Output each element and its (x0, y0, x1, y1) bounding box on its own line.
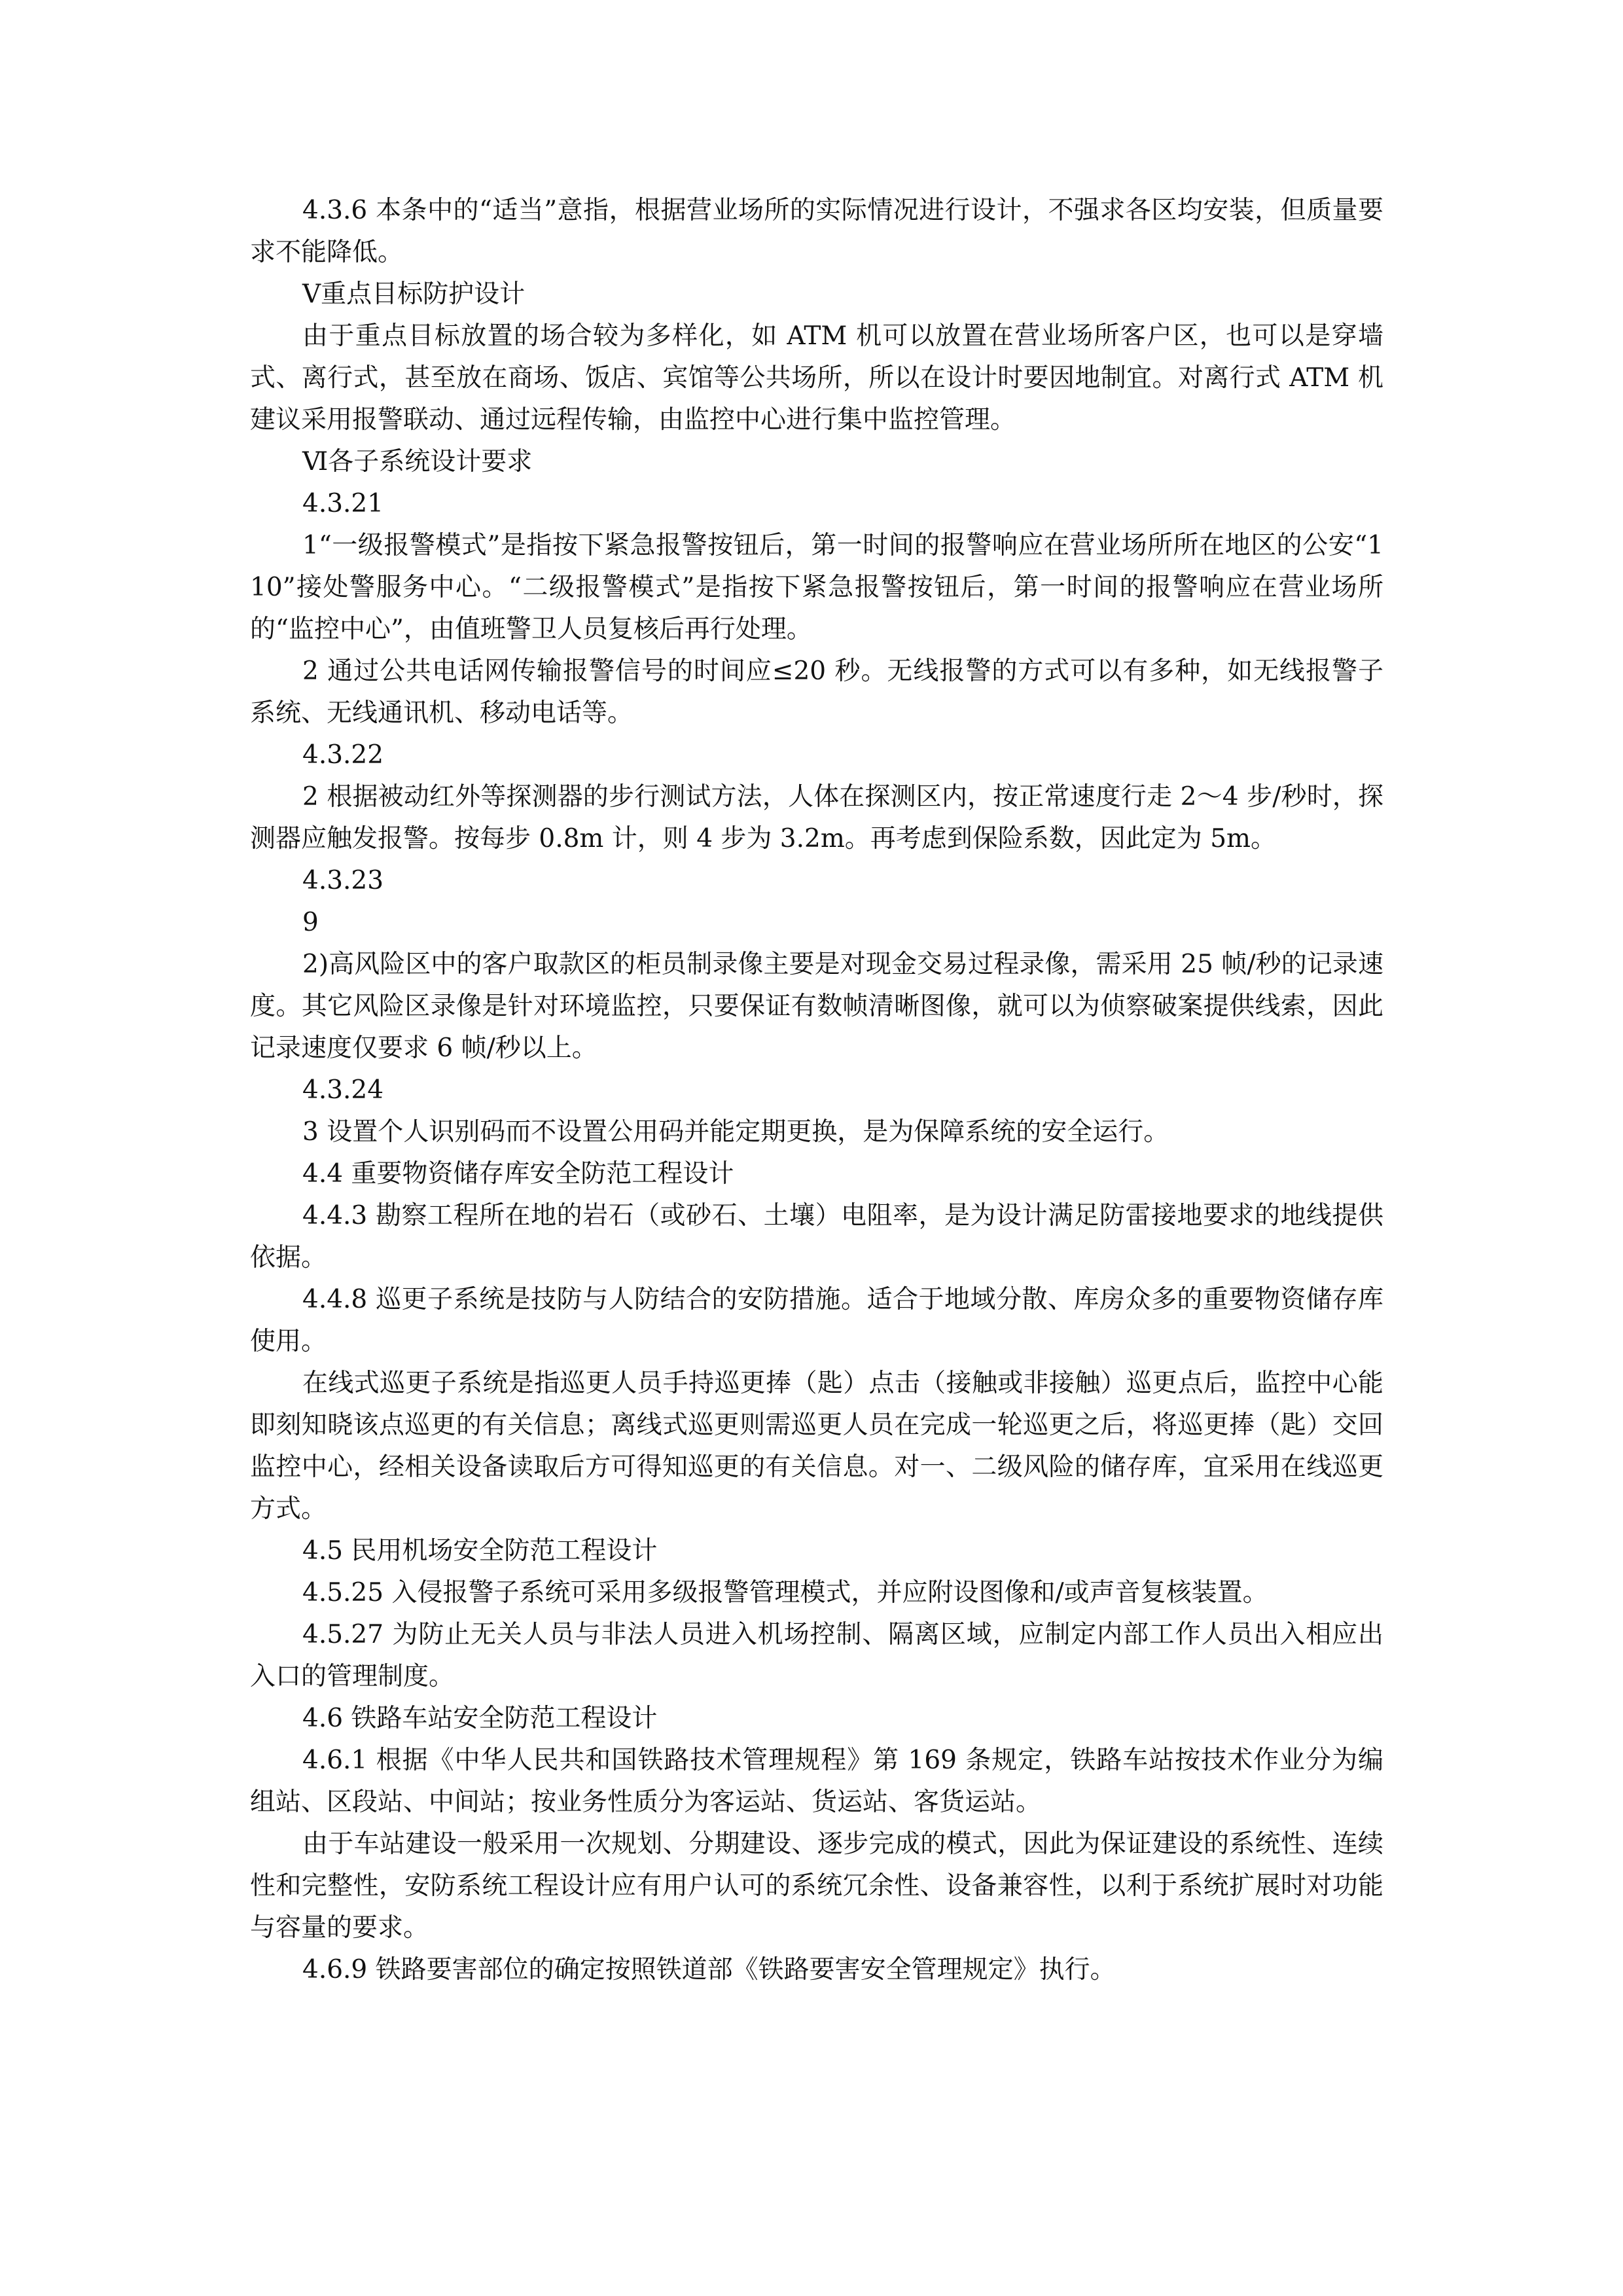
paragraph-alarm-mode: 1“一级报警模式”是指按下紧急报警按钮后，第一时间的报警响应在营业场所所在地区的公安“110”接处警服务中心。“二级报警模式”是指按下紧急报警按钮后，第一时间的报警响应在营业场所的“监控中心”，由值班警卫人员复核后再行处理。 (250, 531, 1383, 644)
paragraph-4-4-8: 4.4.8 巡更子系统是技防与人防结合的安防措施。适合于地域分散、库房众多的重要物资储存库使用。 (250, 1285, 1383, 1356)
paragraph-patrol-online: 在线式巡更子系统是指巡更人员手持巡更捧（匙）点击（接触或非接触）巡更点后，监控中心能即刻知晓该点巡更的有关信息；离线式巡更则需巡更人员在完成一轮巡更之后，将巡更捧（匙）交回监控中心，经相关设备读取后方可得知巡更的有关信息。对一、二级风险的储存库，宜采用在线巡更方式。 (250, 1369, 1383, 1524)
section-heading-v: Ⅴ重点目标防护设计 (302, 279, 526, 309)
paragraph-key-target: 由于重点目标放置的场合较为多样化，如 ATM 机可以放置在营业场所客户区，也可以是穿墙式、离行式，甚至放在商场、饭店、宾馆等公共场所，所以在设计时要因地制宜。对离行式 ATM 机建议采用报警联动、通过远程传输，由监控中心进行集中监控管理。 (250, 321, 1383, 435)
paragraph-4-3-6: 4.3.6 本条中的“适当”意指，根据营业场所的实际情况进行设计，不强求各区均安装，但质量要求不能降低。 (250, 196, 1383, 267)
section-heading-vi: Ⅵ各子系统设计要求 (302, 447, 533, 476)
paragraph-4-4-3: 4.4.3 勘察工程所在地的岩石（或砂石、土壤）电阻率，是为设计满足防雷接地要求的地线提供依据。 (250, 1201, 1383, 1272)
paragraph-phone-network: 2 通过公共电话网传输报警信号的时间应≤20 秒。无线报警的方式可以有多种，如无线报警子系统、无线通讯机、移动电话等。 (250, 656, 1383, 728)
clause-number-4-3-22: 4.3.22 (302, 740, 384, 770)
clause-number-4-3-24: 4.3.24 (302, 1075, 384, 1105)
section-heading-4-6: 4.6 铁路车站安全防范工程设计 (302, 1704, 658, 1733)
paragraph-4-5-27: 4.5.27 为防止无关人员与非法人员进入机场控制、隔离区域，应制定内部工作人员出入相应出入口的管理制度。 (250, 1620, 1383, 1691)
paragraph-4-5-25: 4.5.25 入侵报警子系统可采用多级报警管理模式，并应附设图像和/或声音复核装置。 (302, 1578, 1268, 1607)
paragraph-recording-speed: 2)高风险区中的客户取款区的柜员制录像主要是对现金交易过程录像，需采用 25 帧/秒的记录速度。其它风险区录像是针对环境监控，只要保证有数帧清晰图像，就可以为侦察破案提供线索，因此记录速度仅要求 6 帧/秒以上。 (250, 950, 1383, 1063)
paragraph-station-construction: 由于车站建设一般采用一次规划、分期建设、逐步完成的模式，因此为保证建设的系统性、连续性和完整性，安防系统工程设计应有用户认可的系统冗余性、设备兼容性，以利于系统扩展时对功能与容量的要求。 (250, 1829, 1383, 1943)
paragraph-pin-code: 3 设置个人识别码而不设置公用码并能定期更换，是为保障系统的安全运行。 (302, 1117, 1169, 1147)
paragraph-infrared-detector: 2 根据被动红外等探测器的步行测试方法，人体在探测区内，按正常速度行走 2～4 步/秒时，探测器应触发报警。按每步 0.8m 计，则 4 步为 3.2m。再考虑到保险系数，因此定为 5m。 (250, 782, 1383, 853)
section-heading-4-4: 4.4 重要物资储存库安全防范工程设计 (302, 1159, 734, 1189)
clause-number-4-3-23: 4.3.23 (302, 866, 384, 895)
document-page (250, 190, 1383, 1991)
paragraph-4-6-9: 4.6.9 铁路要害部位的确定按照铁道部《铁路要害安全管理规定》执行。 (302, 1955, 1116, 1984)
item-number-9: 9 (302, 908, 319, 937)
clause-number-4-3-21: 4.3.21 (302, 489, 384, 518)
section-heading-4-5: 4.5 民用机场安全防范工程设计 (302, 1536, 658, 1566)
paragraph-4-6-1: 4.6.1 根据《中华人民共和国铁路技术管理规程》第 169 条规定，铁路车站按技术作业分为编组站、区段站、中间站；按业务性质分为客运站、货运站、客货运站。 (250, 1746, 1383, 1817)
